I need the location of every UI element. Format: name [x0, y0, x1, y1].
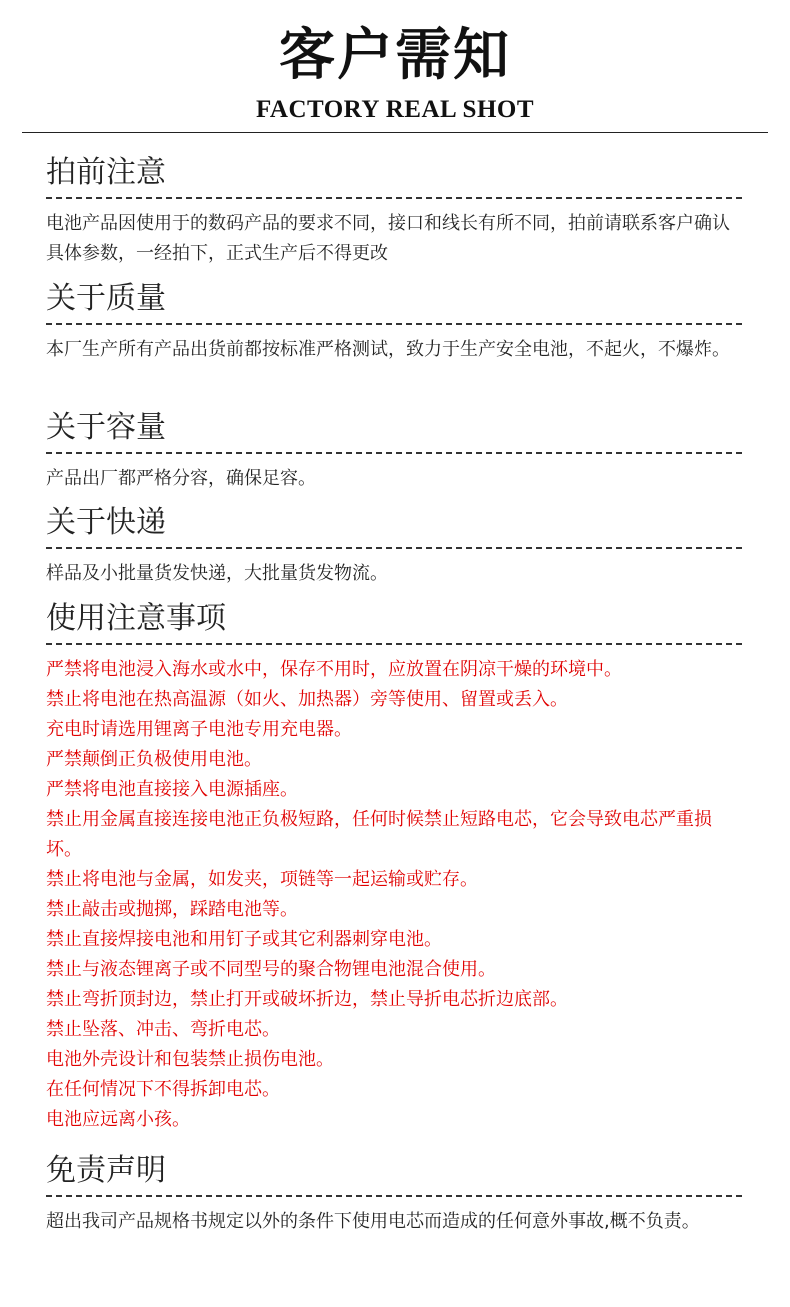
section-body: 产品出厂都严格分容，确保足容。: [46, 468, 316, 489]
precaution-item: 禁止直接焊接电池和用钉子或其它利器刺穿电池。: [46, 929, 442, 950]
precaution-list: [46, 655, 746, 1135]
section-body: 电池产品因使用于的数码产品的要求不同，接口和线长有所不同，拍前请联系客户确认具体参数，一经拍下，正式生产后不得更改: [46, 213, 730, 264]
precaution-item: 电池外壳设计和包装禁止损伤电池。: [46, 1049, 334, 1070]
precaution-item: 禁止敲击或抛掷，踩踏电池等。: [46, 899, 298, 920]
precaution-item: 禁止坠落、冲击、弯折电芯。: [46, 1019, 280, 1040]
precaution-item: 严禁将电池浸入海水或水中，保存不用时，应放置在阴凉干燥的环境中。: [46, 659, 622, 680]
section-quality: [46, 279, 746, 383]
precaution-item: 禁止将电池与金属，如发夹，项链等一起运输或贮存。: [46, 869, 478, 890]
precaution-item: 禁止弯折顶封边，禁止打开或破坏折边，禁止导折电芯折边底部。: [46, 989, 568, 1010]
precaution-item: 严禁将电池直接接入电源插座。: [46, 779, 298, 800]
section-body: 本厂生产所有产品出货前都按标准严格测试，致力于生产安全电池，不起火，不爆炸。: [46, 339, 730, 360]
section-heading: 使用注意事项: [46, 599, 742, 645]
section-heading: 拍前注意: [46, 153, 742, 199]
precaution-item: 电池应远离小孩。: [46, 1109, 190, 1130]
section-heading: 关于快递: [46, 503, 742, 549]
precaution-item: 禁止用金属直接连接电池正负极短路，任何时候禁止短路电芯，它会导致电芯严重损坏。: [46, 809, 712, 860]
section-heading: 免责声明: [46, 1151, 742, 1197]
header-divider: [22, 132, 768, 133]
page-subtitle: FACTORY REAL SHOT: [255, 96, 535, 123]
section-shipping: [46, 503, 746, 607]
page-title: 客户需知: [279, 22, 511, 88]
section-heading: 关于质量: [46, 279, 742, 325]
precaution-item: 禁止将电池在热高温源（如火、加热器）旁等使用、留置或丢入。: [46, 689, 568, 710]
section-usage-precautions: [46, 599, 746, 1135]
section-body: 样品及小批量货发快递，大批量货发物流。: [46, 563, 388, 584]
precaution-item: 禁止与液态锂离子或不同型号的聚合物锂电池混合使用。: [46, 959, 496, 980]
precaution-item: 在任何情况下不得拆卸电芯。: [46, 1079, 280, 1100]
section-capacity: [46, 408, 746, 512]
section-before-order: [46, 153, 746, 287]
precaution-item: 充电时请选用锂离子电池专用充电器。: [46, 719, 352, 740]
page-header: [0, 0, 790, 134]
precaution-item: 严禁颠倒正负极使用电池。: [46, 749, 262, 770]
section-heading: 关于容量: [46, 408, 742, 454]
section-disclaimer: [46, 1151, 746, 1255]
section-body: 超出我司产品规格书规定以外的条件下使用电芯而造成的任何意外事故,概不负责。: [46, 1211, 700, 1232]
